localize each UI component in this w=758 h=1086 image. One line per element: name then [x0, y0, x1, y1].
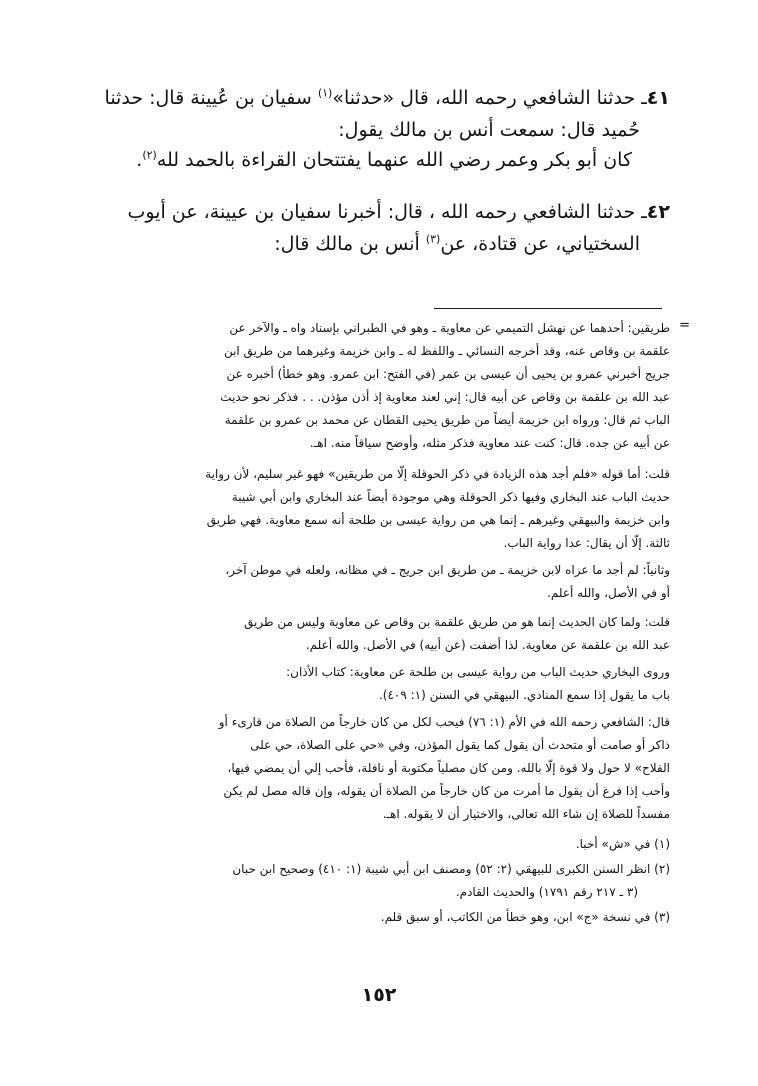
- footnote-line: وروى البخاري حديث الباب من رواية عيسى بن طلحة عن معاوية: كتاب الأذان:: [286, 665, 670, 679]
- continuation-mark: =: [679, 318, 690, 333]
- footnote-line: عبد الله بن علقمة عن معاوية. لذا أضفت (عن أبيه) في الأصل. والله أعلم.: [305, 638, 670, 652]
- footnote-line: الباب ثم قال: ورواه ابن خزيمة أيضاً من طريق يحيى القطان عن محمد بن عمرو بن علقمة: [224, 413, 670, 427]
- footnote-line: علقمة بن وقاص عنه، وقد أخرجه النسائي ـ واللفظ له ـ وابن خزيمة وغيرهما من طريق ابن: [223, 344, 670, 358]
- footnote-2-continued: (٣ ـ ٢١٧ رقم ١٧٩١) والحديث القادم.: [455, 885, 638, 899]
- footnote-1: (١) في «ش» أخبا.: [575, 837, 670, 851]
- footnote-line: قلت: ولما كان الحديث إنما هو من طريق علقمة بن وقاص عن معاوية وليس من طريق: [244, 615, 670, 629]
- footnote-3: (٣) في نسخة «ج» ابن، وهو خطأ من الكاتب، أو سبق قلم.: [380, 910, 670, 924]
- footnote-ref-1[interactable]: (١): [317, 86, 333, 100]
- footnote-ref-3[interactable]: (٣): [425, 232, 441, 246]
- footnote-line: باب ما يقول إذا سمع المنادي. البيهقي في السنن (١: ٤٠٩).: [378, 688, 670, 702]
- page-number: ١٥٢: [361, 984, 397, 1006]
- footnote-line: عن أبيه عن جده. قال: كنت عند معاوية فذكر مثله، وأوضح سياقاً منه. اهـ.: [309, 436, 670, 450]
- footnote-line: قلت: أما قوله «فلم أجد هذه الزيادة في ذكر الحوقلة إلّا من طريقين» فهو غير سليم، لأن رواية: [205, 467, 670, 481]
- footnote-line: قال: الشافعي رحمه الله في الأم (١: ٧٦) فيحب لكل من كان خارجاً من الصلاة من قارىء أو: [218, 715, 670, 729]
- footnote-line: وابن خزيمة والبيهقي وغيرهم ـ إنما هي من رواية عيسى بن طلحة أنه سمع معاوية. فهي طريق: [206, 513, 670, 527]
- footnote-2: (٢) انظر السنن الكبرى للبيهقي (٢: ٥٢) ومصنف ابن أبي شيبة (١: ٤١٠) وصحيح ابن حبان: [232, 862, 670, 876]
- footnote-line: مفسداً للصلاة إن شاء الله تعالى، والاختيار أن لا يقوله. اهـ.: [382, 807, 670, 821]
- footnote-line: طريقين: أحدهما عن نهشل التميمي عن معاوية ـ وهو في الطبراني بإسناد واه ـ والآخر عن: [229, 321, 670, 335]
- footnote-ref-2[interactable]: (٢): [142, 148, 157, 162]
- footnote-separator: [434, 308, 662, 309]
- hadith-42-number: ٤٢: [646, 201, 670, 223]
- footnote-line: ذاكر أو صامت أو متحدث أن يقول كما يقول المؤذن، وفي «حي على الصلاة، حي على: [250, 738, 670, 752]
- footnote-line: الفلاح» لا حول ولا قوة إلّا بالله. ومن كان مصلياً مكتوبة أو نافلة، فأحب إلي أن يمضي فيها،: [227, 761, 670, 775]
- footnote-line: حديث الباب عند البخاري وفيها ذكر الحوقلة وهي موجودة أيضاً عند البخاري وابن أبي شيبة: [231, 490, 670, 504]
- footnote-line: وثانياً: لم أجد ما عزاه لابن خزيمة ـ من طريق ابن جريج ـ في مظانه، ولعله في موطن آخر،: [225, 563, 670, 577]
- footnote-line: جريج أخبرني عمرو بن يحيى أن عيسى بن عمر (في الفتح: ابن عمرو. وهو خطأ) أخبره عن: [226, 367, 670, 381]
- hadith-41-line-2: حُميد قال: سمعت أنس بن مالك يقول:: [338, 119, 640, 141]
- hadith-41-line-1: ٤١ـ حدثنا الشافعي رحمه الله، قال «حدثنا»$^{(١)}$ سفيان بن عُيينة قال: حدثنا: [104, 86, 670, 109]
- hadith-41-line-3: كان أبو بكر وعمر رضي الله عنهما يفتتحان القراءة بالحمد لله$^{(٢)}$.: [136, 148, 632, 171]
- footnote-line: عبد الله بن علقمة بن وقاص عن أبيه قال: إني لعند معاوية إذ أذن مؤذن. . . فذكر نحو حديث: [220, 390, 670, 404]
- hadith-42-line-1: ٤٢ـ حدثنا الشافعي رحمه الله ، قال: أخبرنا سفيان بن عيينة، عن أيوب: [127, 201, 670, 223]
- footnote-line: أو في الأصل، والله أعلم.: [547, 586, 670, 600]
- hadith-42-line-2: السختياني، عن قتادة، عن$^{(٣)}$ أنس بن مالك قال:: [274, 232, 640, 255]
- footnote-line: ثالثة. إلّا أن يقال: عدا رواية الباب.: [503, 536, 670, 550]
- footnote-line: وأحب إذا فرغ أن يقول ما أمرت من كان خارجاً من الصلاة أن يقوله، وإن قاله مصل لم يكن: [223, 784, 670, 798]
- hadith-41-number: ٤١: [646, 87, 670, 109]
